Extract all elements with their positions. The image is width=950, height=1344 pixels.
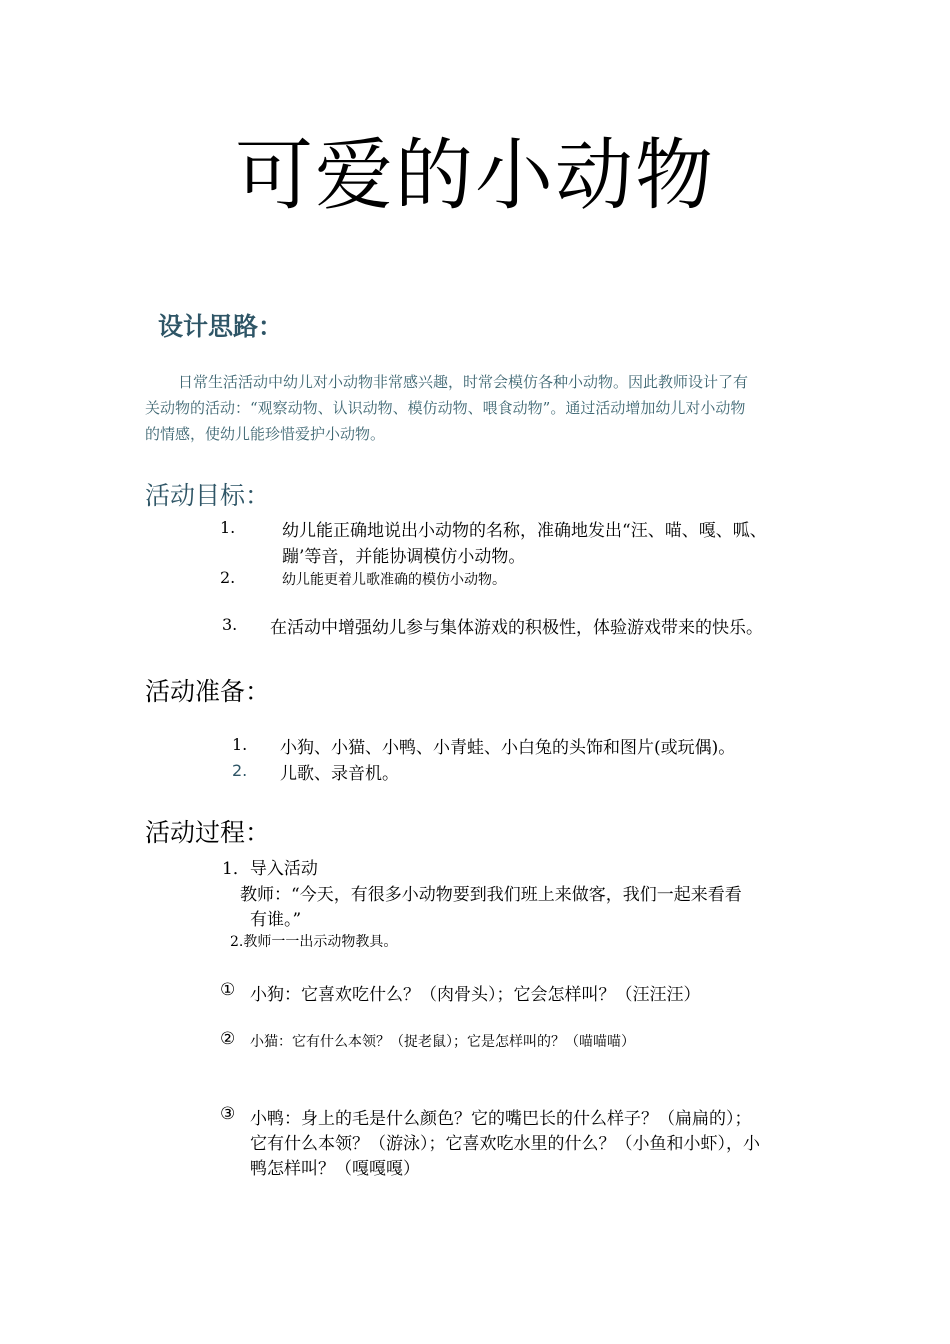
process-heading: 活动过程： — [145, 818, 271, 847]
goal-1-line-2: 蹦’等音，并能协调模仿小动物。 — [282, 547, 526, 567]
goal-3-number: 3. — [222, 615, 238, 634]
qa-3-line-1: 小鸭：身上的毛是什么颜色？它的嘴巴长的什么样子？（扁扁的）； — [250, 1109, 752, 1129]
qa-3-line-2: 它有什么本领？（游泳）；它喜欢吃水里的什么？（小鱼和小虾），小 — [250, 1134, 760, 1154]
teacher-line-1: 教师：“今天，有很多小动物要到我们班上来做客，我们一起来看看 — [240, 885, 742, 905]
design-line-1: 日常生活活动中幼儿对小动物非常感兴趣，时常会模仿各种小动物。因此教师设计了有 — [178, 373, 749, 391]
prep-1-text: 小狗、小猫、小鸭、小青蛙、小白兔的头饰和图片(或玩偶)。 — [280, 738, 736, 758]
qa-2-line-1: 小猫：它有什么本领？（捉老鼠）；它是怎样叫的？（喵喵喵） — [250, 1034, 635, 1050]
qa-3-line-3: 鸭怎样叫？（嘎嘎嘎） — [250, 1159, 420, 1179]
qa-3-mark: ③ — [220, 1104, 236, 1124]
prep-2-text: 儿歌、录音机。 — [280, 764, 399, 784]
goal-2-text: 幼儿能更着儿歌准确的模仿小动物。 — [282, 572, 506, 588]
qa-2-mark: ② — [220, 1029, 236, 1049]
design-line-2: 关动物的活动：“观察动物、认识动物、模仿动物、喂食动物”。通过活动增加幼儿对小动物 — [145, 399, 746, 417]
prep-heading: 活动准备： — [145, 677, 271, 706]
goal-2-number: 2. — [220, 568, 236, 587]
prep-1-number: 1. — [232, 735, 248, 754]
goal-1-line-1: 幼儿能正确地说出小动物的名称，准确地发出“汪、喵、嘎、呱、 — [282, 521, 767, 541]
design-line-3: 的情感，使幼儿能珍惜爱护小动物。 — [145, 425, 386, 443]
document-title: 可爱的小动物 — [234, 131, 715, 221]
prep-2-number: 2. — [232, 761, 248, 780]
goal-1-number: 1. — [220, 518, 236, 537]
goal-3-text: 在活动中增强幼儿参与集体游戏的积极性，体验游戏带来的快乐。 — [270, 618, 763, 638]
goals-heading: 活动目标： — [145, 481, 271, 510]
qa-1-line-1: 小狗：它喜欢吃什么？（肉骨头）；它会怎样叫？（汪汪汪） — [250, 985, 701, 1005]
design-heading: 设计思路： — [158, 312, 284, 341]
process-step-1: 1．导入活动 — [222, 859, 318, 879]
process-step-2: 2.教师一一出示动物教具。 — [230, 934, 398, 950]
qa-1-mark: ① — [220, 980, 236, 1000]
teacher-line-2: 有谁。” — [250, 910, 302, 930]
